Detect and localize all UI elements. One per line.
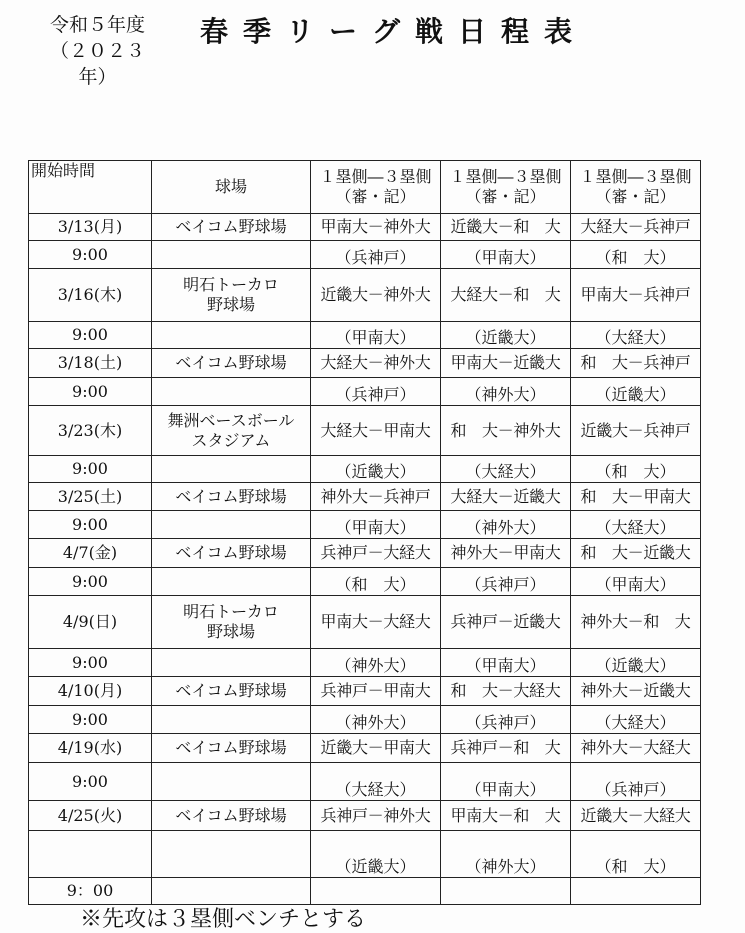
ballpark-name-line: ベイコム野球場 [175,738,287,757]
umpire-team: （神外大） [311,649,441,677]
umpire-row [29,241,701,269]
matchup: 近畿大－甲南大 [311,734,441,763]
game-date: 4/9(日) [29,596,152,649]
game-date: 4/10(月) [29,677,152,706]
ballpark-name [152,539,311,568]
header-field-1 [311,161,441,214]
start-time: 9:00 [29,241,152,269]
start-time: 9:00 [29,322,152,349]
umpire-team: （近畿大） [571,649,701,677]
ballpark-name-line: 明石トーカロ [183,275,279,294]
umpire-team: （和 大） [571,456,701,483]
ballpark-name-line: ベイコム野球場 [175,486,287,506]
start-time: 9:00 [29,568,152,596]
era-line-2: （２０２３ [50,40,146,62]
matchup: 近畿大－大経大 [571,801,701,831]
matchup: 和 大－近畿大 [571,539,701,568]
umpire-row [29,511,701,539]
start-time: 9:00 [29,511,152,539]
umpire-team: （和 大） [311,568,441,596]
umpire-row [29,568,701,596]
match-row [29,349,701,378]
matchup: 甲南大－近畿大 [441,349,571,378]
matchup: 大経大－神外大 [311,349,441,378]
matchup: 神外大－大経大 [571,734,701,763]
game-date: 3/16(木) [29,269,152,322]
start-time: 9:00 [29,706,152,734]
game-date: 4/7(金) [29,539,152,568]
header-sides: １塁側―３塁側 [579,167,692,186]
matchup: 大経大－兵神戸 [571,214,701,241]
umpire-team: （甲南大） [571,568,701,596]
match-row [29,677,701,706]
umpire-team: （甲南大） [441,649,571,677]
game-date: 4/19(水) [29,734,152,763]
schedule-table [28,160,701,905]
header-umpire: （審・記） [595,187,676,206]
matchup: 甲南大－神外大 [311,214,441,241]
matchup: 大経大－近畿大 [441,483,571,511]
umpire-team: （兵神戸） [311,378,441,406]
game-date: 4/25(火) [29,801,152,831]
umpire-team: （兵神戸） [571,763,701,801]
umpire-team: （神外大） [441,511,571,539]
ballpark-name-line: ベイコム野球場 [175,543,287,562]
match-row [29,596,701,649]
game-date: 3/23(木) [29,406,152,456]
game-date: 3/25(土) [29,483,152,511]
umpire-team: （近畿大） [571,378,701,406]
ballpark-name [152,406,311,456]
header-umpire: （審・記） [335,187,416,206]
umpire-row [29,322,701,349]
header-ballpark: 球場 [152,161,311,214]
umpire-team: （和 大） [571,241,701,269]
matchup: 兵神戸－近畿大 [441,596,571,649]
start-time: 9：00 [29,878,152,905]
match-row [29,539,701,568]
match-row [29,483,701,511]
umpire-team: （近畿大） [311,831,441,878]
header-field-2 [441,161,571,214]
start-time: 9:00 [29,378,152,406]
match-row [29,406,701,456]
umpire-row [29,378,701,406]
umpire-team: （大経大） [571,511,701,539]
game-date: 3/18(土) [29,349,152,378]
ballpark-name [152,214,311,241]
match-row [29,269,701,322]
header-row [29,161,701,214]
ballpark-name-line: ベイコム野球場 [175,353,287,372]
matchup: 和 大－兵神戸 [571,349,701,378]
match-row [29,801,701,831]
umpire-row [29,456,701,483]
umpire-team: （神外大） [441,831,571,878]
matchup: 神外大－甲南大 [441,539,571,568]
ballpark-name-line: 野球場 [206,295,255,314]
ballpark-name-line: ベイコム野球場 [175,681,287,700]
header-sides: １塁側―３塁側 [449,167,562,186]
ballpark-name-line: 舞洲ベースボール [167,410,295,430]
matchup: 近畿大－兵神戸 [571,406,701,456]
header-field-3 [571,161,701,214]
header-sides: １塁側―３塁側 [319,167,432,186]
ballpark-name-line: ベイコム野球場 [175,805,287,825]
matchup: 甲南大－兵神戸 [571,269,701,322]
umpire-team: （甲南大） [441,241,571,269]
umpire-team: （大経大） [441,456,571,483]
start-time: 9:00 [29,456,152,483]
umpire-team: （兵神戸） [441,568,571,596]
ballpark-name [152,734,311,763]
matchup: 兵神戸－大経大 [311,539,441,568]
matchup: 近畿大－神外大 [311,269,441,322]
match-row [29,214,701,241]
umpire-team: （近畿大） [441,322,571,349]
ballpark-name [152,801,311,831]
page-title: 春季リーグ戦日程表 [200,15,588,48]
fiscal-year-label [50,12,145,90]
time-row [29,878,701,905]
ballpark-name [152,349,311,378]
era-line-1: 令和５年度 [50,14,146,36]
umpire-team: （兵神戸） [441,706,571,734]
umpire-team: （甲南大） [311,511,441,539]
umpire-team: （大経大） [571,322,701,349]
start-time: 9:00 [29,763,152,801]
matchup: 神外大－近畿大 [571,677,701,706]
header-start-time: 開始時間 [29,161,152,214]
matchup: 和 大－甲南大 [571,483,701,511]
matchup: 兵神戸－甲南大 [311,677,441,706]
umpire-team: （神外大） [441,378,571,406]
umpire-row [29,763,701,801]
umpire-row [29,831,701,878]
ballpark-name-line: 明石トーカロ [183,602,279,621]
matchup: 和 大－大経大 [441,677,571,706]
start-time: 9:00 [29,649,152,677]
ballpark-name-line: 野球場 [206,622,255,641]
matchup: 神外大－兵神戸 [311,483,441,511]
matchup: 近畿大－和 大 [441,214,571,241]
era-line-3: 年） [78,66,117,88]
umpire-team: （神外大） [311,706,441,734]
matchup: 大経大－甲南大 [311,406,441,456]
header-umpire: （審・記） [465,187,546,206]
match-row [29,734,701,763]
footer-note: ※先攻は３塁側ベンチとする [80,907,367,932]
ballpark-name-line: ベイコム野球場 [175,217,287,236]
ballpark-name-line: スタジアム [191,430,271,450]
umpire-team: （兵神戸） [311,241,441,269]
umpire-team: （大経大） [571,706,701,734]
matchup: 兵神戸－神外大 [311,801,441,831]
ballpark-name [152,483,311,511]
matchup: 神外大－和 大 [571,596,701,649]
matchup: 和 大－神外大 [441,406,571,456]
umpire-team: （近畿大） [311,456,441,483]
umpire-team: （甲南大） [441,763,571,801]
umpire-team: （大経大） [311,763,441,801]
umpire-row [29,706,701,734]
umpire-team: （和 大） [571,831,701,878]
matchup: 甲南大－大経大 [311,596,441,649]
ballpark-name [152,269,311,322]
ballpark-name [152,596,311,649]
game-date: 3/13(月) [29,214,152,241]
umpire-row [29,649,701,677]
matchup: 甲南大－和 大 [441,801,571,831]
umpire-team: （甲南大） [311,322,441,349]
ballpark-name [152,677,311,706]
matchup: 兵神戸－和 大 [441,734,571,763]
matchup: 大経大－和 大 [441,269,571,322]
